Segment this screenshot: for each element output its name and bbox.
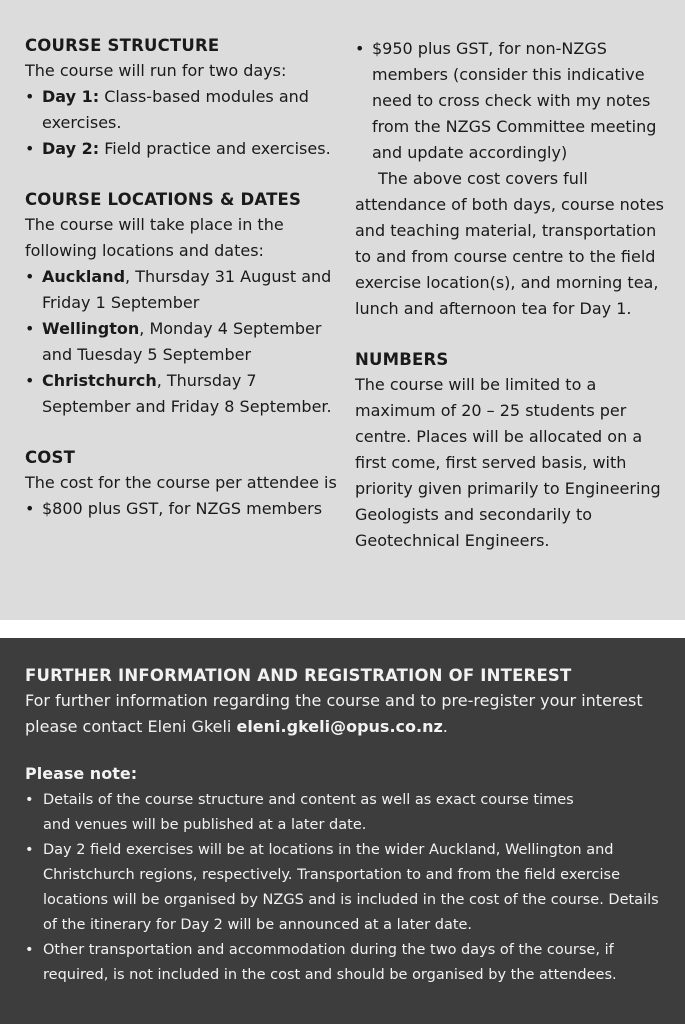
day-text: Class-based modules and exercises. [42, 87, 309, 132]
left-column [25, 34, 340, 522]
day-text: Field practice and exercises. [99, 139, 331, 158]
list-item: • Day 2 field exercises will be at locations in the wider Auckland, Wellington and Christchurch regions, respectively. Transportation to and from the field exercise locations will be organised by NZGS and is included in the cost of the course. Details of the itinerary for Day 2 will be announced at a later date. [25, 838, 665, 938]
city-label: Wellington [42, 319, 140, 338]
locations-list [25, 264, 340, 420]
cost-covers-text: The above cost covers full attendance of both days, course notes and teaching material, transportation to and from course centre to the field exercise location(s), and morning tea, lunch and afternoon tea for Day 1. [355, 169, 665, 318]
list-item: • Other transportation and accommodation during the two days of the course, if required, is not included in the cost and should be organised by the attendees. [25, 938, 665, 988]
further-info-text [25, 688, 665, 740]
list-item: • $800 plus GST, for NZGS members [25, 496, 340, 522]
notes-list [25, 788, 665, 988]
course-structure-list [25, 84, 340, 162]
list-item [25, 264, 340, 316]
registration-panel [0, 638, 685, 1024]
right-column [355, 36, 665, 554]
please-note-heading: Please note: [25, 764, 138, 783]
list-item: • Details of the course structure and content as well as exact course times and venues will be published at a later date. [25, 788, 665, 838]
cost-list-continued [355, 36, 665, 166]
city-label: Christchurch [42, 371, 157, 390]
numbers-heading: NUMBERS [355, 350, 449, 369]
further-info-body: For further information regarding the course and to pre-register your interest please contact Eleni Gkeli [25, 691, 643, 736]
cost-heading: COST [25, 448, 76, 467]
locations-intro: The course will take place in the following locations and dates: [25, 215, 284, 260]
further-info-end: . [442, 717, 448, 736]
list-item [25, 136, 340, 162]
numbers-text: The course will be limited to a maximum of 20 – 25 students per centre. Places will be allocated on a first come, first served basis, with priority given primarily to Engineering Geologists and secondarily to Geotechnical Engineers. [355, 375, 661, 550]
registration-content [25, 664, 665, 988]
course-structure-intro: The course will run for two days: [25, 61, 287, 80]
city-dates: , Thursday 7 September and Friday 8 September. [42, 371, 332, 416]
contact-email-link[interactable]: eleni.gkeli@opus.co.nz [236, 717, 443, 736]
list-item [25, 316, 340, 368]
list-item [25, 368, 340, 420]
city-label: Auckland [42, 267, 126, 286]
day-label: Day 1: [42, 87, 100, 106]
list-item [25, 84, 340, 136]
cost-list [25, 496, 340, 522]
course-structure-heading: COURSE STRUCTURE [25, 36, 220, 55]
city-dates: , Thursday 31 August and Friday 1 September [42, 267, 332, 312]
list-item: • $950 plus GST, for non-NZGS members (consider this indicative need to cross check with my notes from the NZGS Committee meeting and update accordingly) [355, 36, 665, 166]
day-label: Day 2: [42, 139, 100, 158]
locations-heading: COURSE LOCATIONS & DATES [25, 190, 302, 209]
further-info-heading: FURTHER INFORMATION AND REGISTRATION OF INTEREST [25, 666, 572, 685]
city-dates: , Monday 4 September and Tuesday 5 September [42, 319, 322, 364]
cost-intro: The cost for the course per attendee is [25, 473, 337, 492]
